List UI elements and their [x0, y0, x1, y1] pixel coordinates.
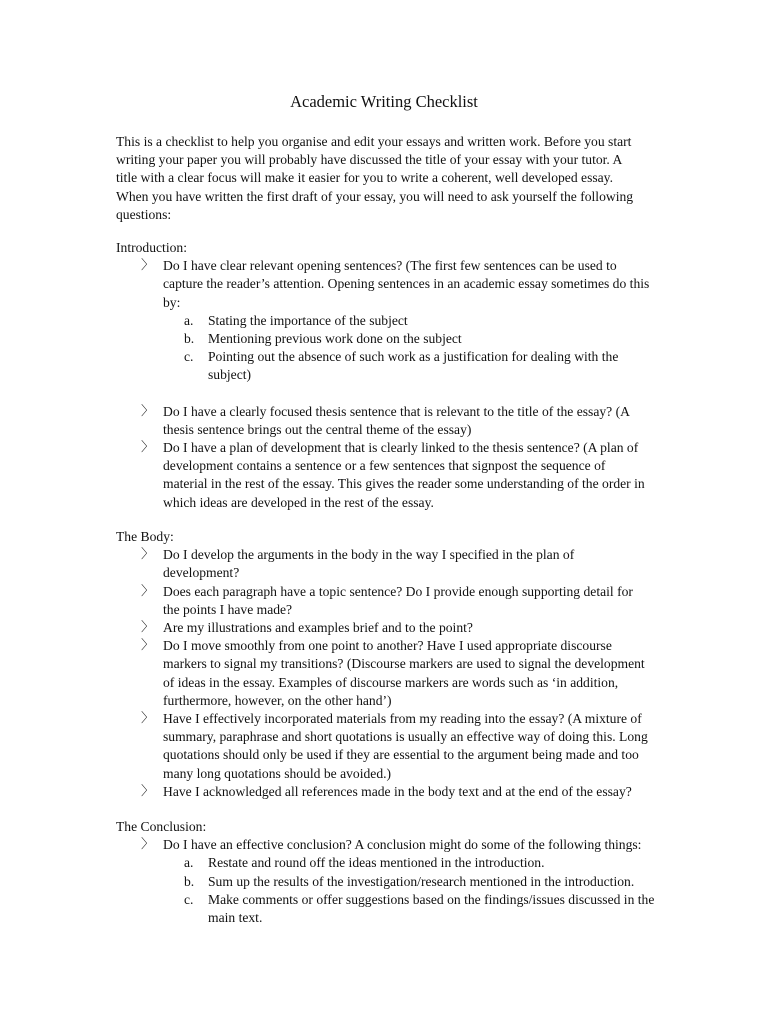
item-line: quotations should only be used if they are essential to the argument being made and too — [163, 747, 639, 763]
checkbox-bullet-icon: 〉 — [141, 620, 155, 636]
item-line: Have I effectively incorporated materials from my reading into the essay? (A mixture of — [163, 711, 642, 727]
sub-list-item — [116, 348, 688, 384]
sub-list-marker: b. — [184, 331, 195, 347]
item-line: of ideas in the essay. Examples of discourse markers are words such as ‘in addition, — [163, 674, 619, 690]
item-line: Are my illustrations and examples brief and to the point? — [163, 620, 473, 636]
checkbox-bullet-icon: 〉 — [141, 783, 155, 799]
item-line: thesis sentence brings out the central theme of the essay) — [163, 421, 472, 437]
item-line: Do I have a plan of development that is clearly linked to the thesis sentence? (A plan of — [163, 440, 639, 456]
checkbox-bullet-icon: 〉 — [141, 638, 155, 654]
intro-line: When you have written the first draft of your essay, you will need to ask yourself the following — [116, 188, 634, 204]
item-line: Have I acknowledged all references made in the body text and at the end of the essay? — [163, 783, 632, 799]
checklist-item — [116, 836, 688, 927]
sub-item-line: Stating the importance of the subject — [208, 312, 408, 328]
item-line: material in the rest of the essay. This gives the reader some understanding of the order in — [163, 476, 645, 492]
item-line: Do I have an effective conclusion? A conclusion might do some of the following things: — [163, 837, 642, 853]
sub-list-marker: a. — [184, 312, 194, 328]
sub-item-line: main text. — [208, 910, 263, 926]
item-line: by: — [163, 294, 181, 310]
checklist-item — [116, 619, 688, 637]
checkbox-bullet-icon: 〉 — [141, 440, 155, 456]
sub-list-marker: a. — [184, 855, 194, 871]
sub-item-line: Make comments or offer suggestions based on the findings/issues discussed in the — [208, 891, 655, 907]
sub-item-line: Sum up the results of the investigation/research mentioned in the introduction. — [208, 873, 635, 889]
sub-list-marker: b. — [184, 873, 195, 889]
item-line: markers to signal my transitions? (Discourse markers are used to signal the development — [163, 656, 645, 672]
item-line: Do I have a clearly focused thesis sentence that is relevant to the title of the essay? (A — [163, 403, 630, 419]
sub-list-item — [116, 312, 688, 330]
item-line: development contains a sentence or a few sentences that signpost the sequence of — [163, 458, 606, 474]
sub-list — [163, 312, 688, 385]
introduction-section — [116, 239, 688, 512]
checklist-item — [116, 583, 688, 619]
intro-line: This is a checklist to help you organise and edit your essays and written work. Before you start — [116, 134, 632, 149]
intro-paragraph — [116, 133, 676, 224]
item-line: many long quotations should be avoided.) — [163, 765, 392, 781]
sub-list-marker: c. — [184, 891, 194, 907]
sub-item-line: Mentioning previous work done on the subject — [208, 331, 462, 347]
intro-line: title with a clear focus will make it easier for you to write a coherent, well developed essay. — [116, 170, 613, 186]
item-line: summary, paraphrase and short quotations is usually an effective way of doing this. Long — [163, 729, 648, 745]
checklist-item — [116, 710, 688, 783]
body-section — [116, 528, 688, 801]
conclusion-section — [116, 818, 688, 927]
sub-item-line: Pointing out the absence of such work as a justification for dealing with the — [208, 349, 619, 365]
sub-list-item — [116, 330, 688, 348]
checkbox-bullet-icon: 〉 — [141, 711, 155, 727]
item-line: Does each paragraph have a topic sentence? Do I provide enough supporting detail for — [163, 583, 633, 599]
checkbox-bullet-icon: 〉 — [141, 403, 155, 419]
sub-item-line: subject) — [208, 367, 252, 383]
section-heading-conclusion: The Conclusion: — [116, 819, 207, 834]
section-heading-body: The Body: — [116, 529, 174, 544]
checklist-item — [116, 637, 688, 710]
item-line: development? — [163, 565, 240, 581]
item-line: Do I develop the arguments in the body in the way I specified in the plan of — [163, 547, 575, 563]
item-line: the points I have made? — [163, 601, 293, 617]
item-line: Do I move smoothly from one point to another? Have I used appropriate discourse — [163, 638, 612, 654]
checkbox-bullet-icon: 〉 — [141, 547, 155, 563]
checklist-item — [116, 783, 688, 801]
checklist-item — [116, 546, 688, 582]
sub-list — [163, 854, 688, 927]
page-title: Academic Writing Checklist — [290, 92, 478, 111]
checkbox-bullet-icon: 〉 — [141, 258, 155, 274]
checklist-item — [116, 439, 688, 512]
checkbox-bullet-icon: 〉 — [141, 837, 155, 853]
item-line: furthermore, however, on the other hand’) — [163, 692, 392, 708]
sub-list-item — [116, 854, 688, 872]
intro-line: writing your paper you will probably have discussed the title of your essay with your tutor. A — [116, 152, 623, 168]
item-line: which ideas are developed in the rest of the essay. — [163, 494, 434, 510]
sub-list-marker: c. — [184, 349, 194, 365]
item-line: capture the reader’s attention. Opening sentences in an academic essay sometimes do this — [163, 276, 650, 292]
checklist-item — [116, 403, 688, 439]
checklist-item — [116, 257, 688, 384]
sub-list-item — [116, 891, 688, 927]
sub-list-item — [116, 873, 688, 891]
item-line: Do I have clear relevant opening sentences? (The first few sentences can be used to — [163, 258, 617, 274]
intro-line: questions: — [116, 206, 172, 222]
checkbox-bullet-icon: 〉 — [141, 583, 155, 599]
sub-item-line: Restate and round off the ideas mentioned in the introduction. — [208, 855, 545, 871]
section-heading-introduction: Introduction: — [116, 240, 187, 255]
